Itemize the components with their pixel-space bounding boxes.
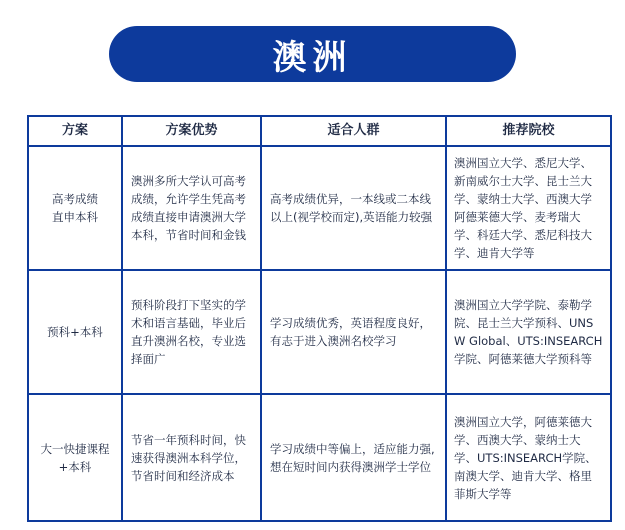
page-title: 澳洲 xyxy=(272,37,353,78)
title-banner xyxy=(109,26,516,82)
header-plan: 方案 xyxy=(28,116,122,146)
schools-cell: 澳洲国立大学，阿德莱德大学、西澳大学、蒙纳士大学、UTS:INSEARCH学院、南澳大学、迪肯大学、格里菲斯大学等 xyxy=(446,394,611,521)
plan-name: 高考成绩 直申本科 xyxy=(52,192,98,224)
table-header-row xyxy=(28,116,611,146)
table-row xyxy=(28,146,611,270)
audience-cell: 学习成绩优秀，英语程度良好，有志于进入澳洲名校学习 xyxy=(261,270,446,394)
header-audience: 适合人群 xyxy=(261,116,446,146)
schools-cell: 澳洲国立大学学院、泰勒学院、昆士兰大学预科、UNSW Global、UTS:INSEARCH学院、阿德莱德大学预科等 xyxy=(446,270,611,394)
plan-cell xyxy=(28,270,122,394)
plan-cell xyxy=(28,394,122,521)
schools-cell: 澳洲国立大学、悉尼大学、新南威尔士大学、昆士兰大学、蒙纳士大学、西澳大学阿德莱德大学、麦考瑞大学、科廷大学、悉尼科技大学、迪肯大学等 xyxy=(446,146,611,270)
advantage-cell: 预科阶段打下坚实的学术和语言基础，毕业后直升澳洲名校，专业选择面广 xyxy=(122,270,261,394)
plan-table xyxy=(27,115,612,522)
header-schools: 推荐院校 xyxy=(446,116,611,146)
advantage-cell: 澳洲多所大学认可高考成绩，允许学生凭高考成绩直接申请澳洲大学本科，节省时间和金钱 xyxy=(122,146,261,270)
advantage-cell: 节省一年预科时间，快速获得澳洲本科学位，节省时间和经济成本 xyxy=(122,394,261,521)
table-row xyxy=(28,394,611,521)
header-advantage: 方案优势 xyxy=(122,116,261,146)
plan-cell xyxy=(28,146,122,270)
plan-name: 大一快捷课程 +本科 xyxy=(40,441,110,474)
audience-cell: 学习成绩中等偏上，适应能力强,想在短时间内获得澳洲学士学位 xyxy=(261,394,446,521)
table-row xyxy=(28,270,611,394)
plan-name: 预科+本科 xyxy=(47,325,103,339)
audience-cell: 高考成绩优异，一本线或二本线以上(视学校而定),英语能力较强 xyxy=(261,146,446,270)
